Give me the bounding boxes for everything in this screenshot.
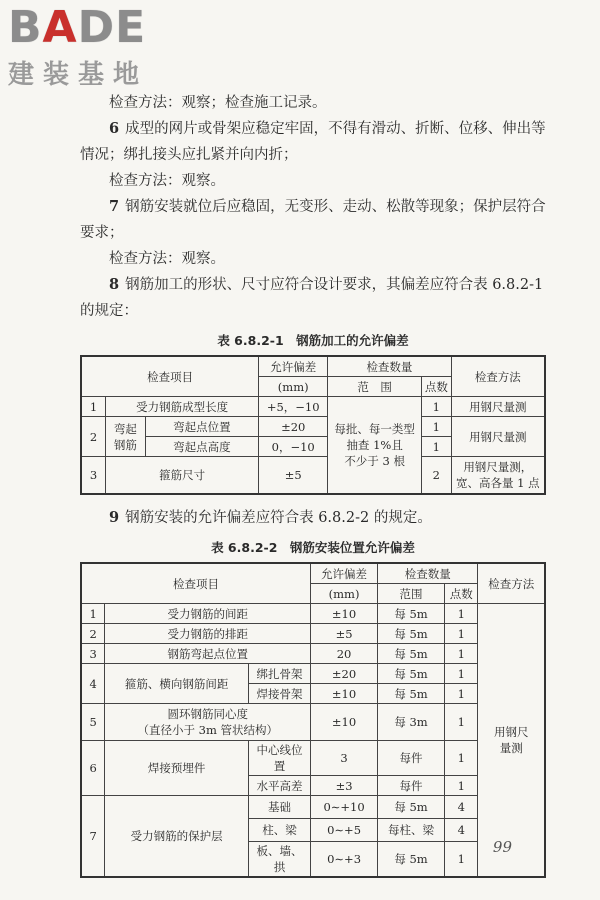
table-row xyxy=(81,796,545,819)
method-line: 量测 xyxy=(499,741,523,755)
page-number: 99 xyxy=(492,838,512,856)
row-points: 4 xyxy=(445,819,478,842)
table-header-row xyxy=(81,356,545,377)
group-line: 钢筋 xyxy=(113,437,137,452)
paragraph-text: 钢筋安装就位后应稳固，无变形、走动、松散等现象；保护层符合要求； xyxy=(80,199,546,241)
row-points: 1 xyxy=(445,604,478,624)
group-line: 弯起 xyxy=(113,421,137,436)
row-item: 弯起点高度 xyxy=(145,437,259,457)
row-points: 1 xyxy=(445,776,478,796)
header-unit: (mm) xyxy=(259,377,328,397)
header-scope: 范 围 xyxy=(328,377,422,397)
row-points: 1 xyxy=(422,437,452,457)
row-number: 7 xyxy=(81,796,105,878)
row-item: 受力钢筋的保护层 xyxy=(105,796,249,878)
row-item: 箍筋、横向钢筋间距 xyxy=(105,664,249,704)
header-scope: 范围 xyxy=(378,584,445,604)
scope-line: 每批、每一类型 xyxy=(334,422,415,436)
row-number: 2 xyxy=(81,417,106,457)
row-method xyxy=(478,604,545,878)
row-tolerance: 0∼+5 xyxy=(311,819,378,842)
row-scope: 每 3m xyxy=(378,704,445,741)
paragraph-text: 成型的网片或骨架应稳定牢固，不得有滑动、折断、位移、伸出等情况；绑扎接头应扎紧并向内折； xyxy=(80,121,546,163)
row-points: 4 xyxy=(445,796,478,819)
row-subitem: 中心线位置 xyxy=(248,741,310,776)
row-item: 弯起点位置 xyxy=(145,417,259,437)
row-tolerance: 0∼+10 xyxy=(311,796,378,819)
logo-letter-b: B xyxy=(8,2,43,53)
paragraph-text: 检查方法：观察。 xyxy=(109,173,225,189)
row-number: 2 xyxy=(81,624,105,644)
row-tolerance: ±10 xyxy=(311,604,378,624)
logo-letters-de: DE xyxy=(77,2,147,53)
item-line: 圆环钢筋同心度 xyxy=(167,707,248,721)
table1-caption: 表 6.8.2-1 钢筋加工的允许偏差 xyxy=(217,333,409,348)
row-number: 6 xyxy=(81,741,105,796)
header-tolerance: 允许偏差 xyxy=(311,563,378,584)
row-tolerance: ±10 xyxy=(311,704,378,741)
table-row xyxy=(81,644,545,664)
row-points: 1 xyxy=(445,741,478,776)
table-row xyxy=(81,741,545,776)
row-number: 3 xyxy=(81,457,106,495)
row-tolerance: ±20 xyxy=(311,664,378,684)
row-points: 1 xyxy=(445,684,478,704)
logo-word xyxy=(8,4,178,52)
paragraph xyxy=(80,194,546,246)
clause-number: 6 xyxy=(109,120,120,137)
row-tolerance: 20 xyxy=(311,644,378,664)
table-row xyxy=(81,604,545,624)
header-points: 点数 xyxy=(422,377,452,397)
scope-line: 不少于 3 根 xyxy=(344,454,405,468)
row-number: 3 xyxy=(81,644,105,664)
row-method: 用钢尺量测，宽、高各量 1 点 xyxy=(451,457,545,495)
row-item: 受力钢筋的间距 xyxy=(105,604,311,624)
paragraph xyxy=(80,168,546,194)
page-content xyxy=(80,90,546,878)
table-row xyxy=(81,417,545,437)
row-tolerance: ±5 xyxy=(311,624,378,644)
row-subitem: 板、墙、拱 xyxy=(248,842,310,878)
row-scope: 每件 xyxy=(378,741,445,776)
row-item: 箍筋尺寸 xyxy=(106,457,259,495)
table2-caption: 表 6.8.2-2 钢筋安装位置允许偏差 xyxy=(211,540,415,555)
header-points: 点数 xyxy=(445,584,478,604)
row-points: 1 xyxy=(445,704,478,741)
table-row xyxy=(81,624,545,644)
table2 xyxy=(80,562,546,878)
table1 xyxy=(80,355,546,495)
paragraph-text: 钢筋加工的形状、尺寸应符合设计要求，其偏差应符合表 6.8.2-1 的规定： xyxy=(80,277,544,319)
row-item: 受力钢筋成型长度 xyxy=(106,397,259,417)
row-tolerance: ±3 xyxy=(311,776,378,796)
row-scope: 每 5m xyxy=(378,664,445,684)
clause-number: 8 xyxy=(109,276,120,293)
row-item: 钢筋弯起点位置 xyxy=(105,644,311,664)
paragraph-text: 检查方法：观察；检查施工记录。 xyxy=(109,95,327,111)
logo-letter-a: A xyxy=(42,2,78,53)
row-tolerance: 0，−10 xyxy=(259,437,328,457)
paragraph xyxy=(80,505,546,531)
row-scope xyxy=(328,397,422,495)
row-tolerance: +5，−10 xyxy=(259,397,328,417)
row-subitem: 绑扎骨架 xyxy=(248,664,310,684)
row-points: 1 xyxy=(445,842,478,878)
row-points: 1 xyxy=(422,417,452,437)
method-line: 用钢尺 xyxy=(493,725,529,739)
row-scope: 每 5m xyxy=(378,644,445,664)
row-scope: 每 5m xyxy=(378,842,445,878)
table-row xyxy=(81,457,545,495)
header-tolerance: 允许偏差 xyxy=(259,356,328,377)
header-method: 检查方法 xyxy=(478,563,545,604)
row-subitem: 水平高差 xyxy=(248,776,310,796)
row-scope: 每 5m xyxy=(378,796,445,819)
row-scope: 每 5m xyxy=(378,624,445,644)
clause-number: 9 xyxy=(109,509,120,526)
row-subitem: 焊接骨架 xyxy=(248,684,310,704)
row-points: 1 xyxy=(422,397,452,417)
row-subitem: 柱、梁 xyxy=(248,819,310,842)
row-tolerance: 3 xyxy=(311,741,378,776)
row-tolerance: ±20 xyxy=(259,417,328,437)
row-scope: 每 5m xyxy=(378,684,445,704)
row-subitem: 基础 xyxy=(248,796,310,819)
item-line: （直径小于 3m 管状结构） xyxy=(137,723,278,737)
row-points: 2 xyxy=(422,457,452,495)
row-points: 1 xyxy=(445,664,478,684)
row-item: 受力钢筋的排距 xyxy=(105,624,311,644)
header-item: 检查项目 xyxy=(81,563,311,604)
row-number: 5 xyxy=(81,704,105,741)
paragraph xyxy=(80,90,546,116)
row-number: 1 xyxy=(81,397,106,417)
header-quantity: 检查数量 xyxy=(328,356,451,377)
scope-line: 抽查 1%且 xyxy=(346,438,403,452)
row-points: 1 xyxy=(445,624,478,644)
header-unit: (mm) xyxy=(311,584,378,604)
clause-number: 7 xyxy=(109,198,120,215)
logo-subtitle: 建装基地 xyxy=(8,60,149,90)
row-scope: 每 5m xyxy=(378,604,445,624)
table-header-row xyxy=(81,563,545,584)
paragraph-text: 检查方法：观察。 xyxy=(109,251,225,267)
table-row xyxy=(81,664,545,684)
row-number: 1 xyxy=(81,604,105,624)
header-method: 检查方法 xyxy=(451,356,545,397)
paragraph-text: 钢筋安装的允许偏差应符合表 6.8.2-2 的规定。 xyxy=(125,510,432,526)
row-points: 1 xyxy=(445,644,478,664)
row-method: 用钢尺量测 xyxy=(451,417,545,457)
paragraph xyxy=(80,116,546,168)
row-tolerance: 0∼+3 xyxy=(311,842,378,878)
table-row xyxy=(81,397,545,417)
header-item: 检查项目 xyxy=(81,356,259,397)
row-item xyxy=(105,704,311,741)
row-tolerance: ±10 xyxy=(311,684,378,704)
row-group xyxy=(106,417,145,457)
row-scope: 每柱、梁 xyxy=(378,819,445,842)
paragraph xyxy=(80,272,546,324)
row-method: 用钢尺量测 xyxy=(451,397,545,417)
logo xyxy=(8,4,178,96)
table-row xyxy=(81,704,545,741)
row-scope: 每件 xyxy=(378,776,445,796)
paragraph xyxy=(80,246,546,272)
row-item: 焊接预埋件 xyxy=(105,741,249,796)
row-tolerance: ±5 xyxy=(259,457,328,495)
row-number: 4 xyxy=(81,664,105,704)
header-quantity: 检查数量 xyxy=(378,563,478,584)
